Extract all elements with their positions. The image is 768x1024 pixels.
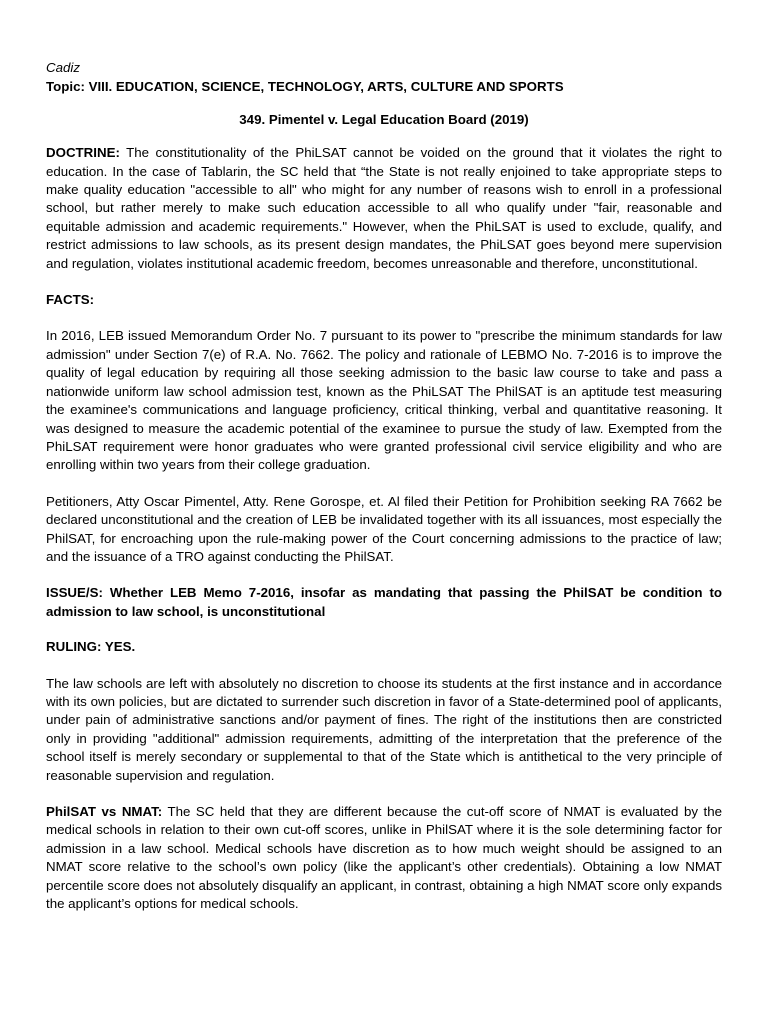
topic-heading: Topic: VIII. EDUCATION, SCIENCE, TECHNOLOGY, ARTS, CULTURE AND SPORTS bbox=[46, 79, 564, 95]
ruling-paragraph: The law schools are left with absolutely no discretion to choose its students at the first instance and in accordance with its own policies, but are dictated to surrender such discretion in favor of a State-determined pool of applicants, under pain of administrative sanctions and/or payment of fines. The right of the institutions then are constricted only in providing "additional" admission requirements, admitting of the interpretation that the preference of the school itself is merely secondary or supplemental to that of the State which is antithetical to the very principle of reasonable supervision and regulation. bbox=[46, 675, 722, 783]
ruling-heading: RULING: YES. bbox=[46, 639, 136, 655]
doctrine-label: DOCTRINE: bbox=[46, 145, 120, 161]
author-name: Cadiz bbox=[46, 60, 80, 75]
case-title: 349. Pimentel v. Legal Education Board (2019) bbox=[239, 111, 529, 127]
issue-statement: ISSUE/S: Whether LEB Memo 7-2016, insofar as mandating that passing the PhilSAT be condition to admission to law school, is unconstitutional bbox=[46, 585, 722, 619]
doctrine-paragraph bbox=[46, 144, 722, 273]
doctrine-text: The constitutionality of the PhiLSAT cannot be voided on the ground that it violates the right to education. In the case of Tablarin, the SC held that “the State is not really enjoined to take appropriate steps to make quality education "accessible to all" who might for any number of reasons wish to enroll in a professional school, but rather merely to make such education accessible to all who qualify under "fair, reasonable and equitable admission and academic requirements." However, when the PhiLSAT is used to exclude, qualify, and restrict admissions to law schools, as its present design mandates, the PhiLSAT goes beyond mere supervision and regulation, violates institutional academic freedom, becomes unreasonable and therefore, unconstitutional. bbox=[46, 145, 722, 271]
comparison-label: PhilSAT vs NMAT: bbox=[46, 804, 163, 819]
facts-paragraph: Petitioners, Atty Oscar Pimentel, Atty. Rene Gorospe, et. Al filed their Petition for Prohibition seeking RA 7662 be declared unconstitutional and the creation of LEB be invalidated together with its all issuances, most especially the PhilSAT, for encroaching upon the rule-making power of the Court concerning admissions to the practice of law; and the issuance of a TRO against conducting the PhilSAT. bbox=[46, 493, 722, 564]
facts-heading: FACTS: bbox=[46, 292, 95, 308]
facts-paragraph: In 2016, LEB issued Memorandum Order No. 7 pursuant to its power to "prescribe the minimum standards for law admission" under Section 7(e) of R.A. No. 7662. The policy and rationale of LEBMO No. 7-2016 is to improve the quality of legal education by requiring all those seeking admission to the basic law course to take and pass a nationwide uniform law school admission test, known as the PhiLSAT The PhilSAT is an aptitude test measuring the examinee's communications and language proficiency, critical thinking, verbal and quantitative reasoning. It was designed to measure the academic potential of the examinee to pursue the study of law. Exempted from the PhiLSAT requirement were honor graduates who were granted professional civil service eligibility and who are enrolling within two years from their college graduation. bbox=[46, 328, 722, 473]
comparison-text: The SC held that they are different because the cut-off score of NMAT is evaluated by the medical schools in relation to their own cut-off scores, unlike in PhilSAT where it is the sole determining factor for admission in a law school. Medical schools have discretion as to how much weight should be assigned to an NMAT score relative to the school’s own policy (like the applicant’s other credentials). Obtaining a low NMAT percentile score does not absolutely disqualify an applicant, in contrast, obtaining a high NMAT score only expands the applicant’s options for medical schools. bbox=[46, 804, 722, 912]
comparison-paragraph bbox=[46, 803, 722, 913]
